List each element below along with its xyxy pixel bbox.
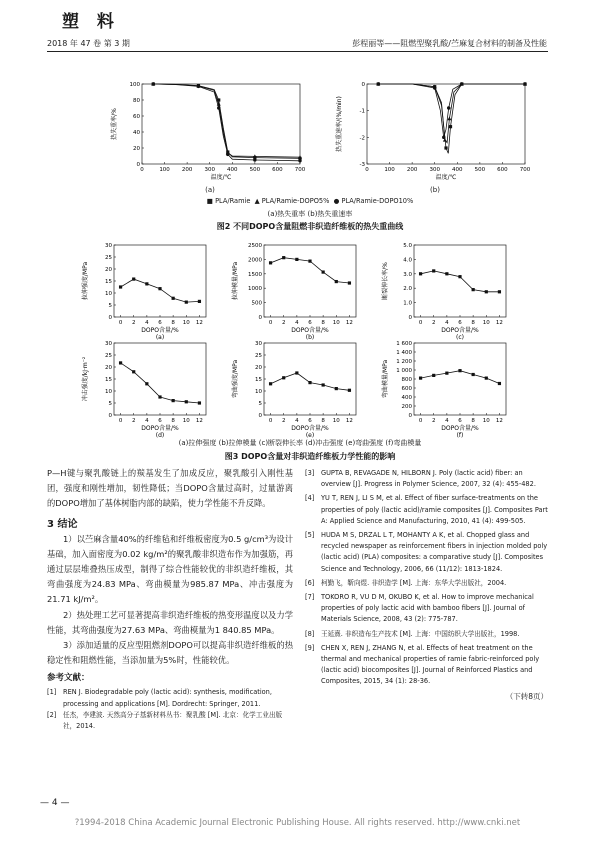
x-tick-label: 12 — [195, 418, 203, 424]
x-tick-label: 6 — [458, 418, 462, 424]
y-tick-label: 5.0 — [403, 243, 412, 249]
x-tick-label: 500 — [249, 167, 261, 173]
issue-info: 2018 年 47 卷 第 3 期 — [47, 39, 130, 48]
y-tick-label: 25 — [105, 353, 112, 359]
data-point — [132, 277, 135, 280]
legend-triangle-icon: ▲ — [254, 197, 260, 205]
plot-frame — [414, 343, 506, 415]
fig2-legend — [140, 197, 480, 205]
reference-number: [3] — [305, 469, 315, 477]
x-tick-label: 700 — [519, 167, 531, 173]
reference-number: [7] — [305, 593, 315, 602]
series-line — [153, 84, 300, 161]
y-tick-label: 20 — [255, 365, 262, 371]
x-tick-label: 0 — [268, 418, 273, 424]
x-tick-label: 600 — [497, 167, 508, 173]
fig3-panel-chart — [378, 338, 518, 438]
data-point — [472, 288, 475, 291]
data-point — [185, 301, 188, 304]
x-tick-label: 0 — [418, 320, 423, 326]
x-tick-label: 6 — [308, 320, 312, 326]
y-tick-label: 10 — [105, 291, 112, 297]
x-tick-label: 2 — [281, 320, 286, 326]
y-tick-label: 15 — [105, 279, 112, 285]
reference-text: 任杰，李建波. 天然高分子基新材料丛书：聚乳酸 [M]. 北京：化学工业出版社，2014. — [63, 710, 283, 731]
data-point — [282, 376, 285, 379]
y-axis-label: 热失重速率/(%/min) — [336, 96, 343, 152]
data-point — [458, 275, 461, 278]
data-point — [145, 282, 148, 285]
y-tick-label: 200 — [401, 404, 412, 410]
y-tick-label: 15 — [105, 377, 112, 383]
x-tick-label: 6 — [308, 418, 312, 424]
x-tick-label: 6 — [458, 320, 462, 326]
x-axis-label: DOPO含量/% — [441, 425, 479, 432]
x-axis-label: 温度/℃ — [210, 174, 232, 181]
series-line — [121, 279, 200, 302]
data-point — [445, 372, 448, 375]
x-tick-label: 8 — [171, 418, 175, 424]
y-axis-label: 弯曲强度/MPa — [232, 359, 239, 399]
fig2-legend-caption: (a)热失重率 (b)热失重速率 — [267, 210, 353, 218]
x-axis-label: 温度/℃ — [435, 174, 457, 181]
legend-item: PLA/Ramie — [215, 197, 251, 205]
x-tick-label: 6 — [158, 320, 162, 326]
data-point — [197, 85, 200, 88]
x-tick-label: 0 — [140, 167, 144, 173]
y-tick-label: 80 — [133, 98, 140, 104]
panel-label: (e) — [305, 432, 315, 438]
data-point — [132, 370, 135, 373]
reference-number: [8] — [305, 629, 315, 638]
x-tick-label: 10 — [332, 320, 340, 326]
y-tick-label: 25 — [255, 353, 262, 359]
y-tick-label: 25 — [105, 255, 112, 261]
panel-label: (f) — [456, 432, 464, 438]
y-tick-label: 1 400 — [396, 350, 412, 356]
x-tick-label: 4 — [145, 320, 149, 326]
x-tick-label: 4 — [295, 320, 299, 326]
data-point — [172, 399, 175, 402]
data-point — [433, 86, 436, 89]
y-tick-label: 1 200 — [396, 359, 412, 365]
data-point — [335, 387, 338, 390]
panel-label: (b) — [305, 334, 315, 340]
y-tick-label: 20 — [105, 267, 112, 273]
x-axis-label: DOPO含量/% — [291, 327, 329, 334]
reference-text: 王延熹. 非织造布生产技术 [M]. 上海：中国纺织大学出版社，1998. — [321, 629, 520, 638]
data-point — [322, 270, 325, 273]
y-tick-label: 20 — [105, 365, 112, 371]
y-tick-label: 15 — [255, 377, 262, 383]
reference-number: [1] — [47, 688, 57, 697]
plot-frame — [264, 245, 356, 317]
data-point — [498, 290, 501, 293]
data-point — [158, 287, 161, 290]
fig2b-chart — [325, 78, 535, 188]
fig3-panel-chart — [228, 240, 368, 340]
plot-frame — [114, 343, 206, 415]
data-point — [295, 258, 298, 261]
y-tick-label: 500 — [251, 300, 262, 307]
data-point — [432, 374, 435, 377]
data-point — [472, 373, 475, 376]
x-tick-label: 10 — [482, 320, 490, 326]
x-tick-label: 10 — [332, 418, 340, 424]
x-tick-label: 4 — [445, 418, 449, 424]
reference-item — [47, 710, 293, 732]
fig2-title: 图2 不同DOPO含量阻燃非织造纤维板的热失重曲线 — [216, 222, 404, 231]
data-point — [198, 300, 201, 303]
fig3-legend-caption: (a)拉伸强度 (b)拉伸模量 (c)断裂伸长率 (d)冲击强度 (e)弯曲强度 (f)弯曲模量 — [178, 439, 422, 447]
y-tick-label: 0 — [408, 413, 412, 419]
y-tick-label: 1.0 — [403, 300, 412, 307]
data-point — [322, 383, 325, 386]
y-tick-label: 2500 — [248, 243, 262, 249]
x-tick-label: 2 — [281, 418, 286, 424]
x-tick-label: 2 — [431, 418, 436, 424]
x-tick-label: 8 — [171, 320, 175, 326]
y-tick-label: 30 — [255, 341, 262, 347]
x-tick-label: 600 — [272, 167, 283, 173]
reference-item — [47, 687, 293, 709]
x-axis-label: DOPO含量/% — [291, 425, 329, 432]
reference-text: YU T, REN J, LI S M, et al. Effect of fiber surface-treatments on the properties of poly (lactic acid)/ramie composites [J]. Composites Part A: Applied Science and Manufacturing, 2010, 41 (4): 499-505. — [321, 494, 548, 525]
y-tick-label: -3 — [359, 162, 365, 168]
fig3-panel-chart — [78, 240, 218, 340]
continued-note: （下转8页） — [505, 691, 548, 701]
reference-item — [305, 592, 548, 626]
x-axis-label: DOPO含量/% — [141, 425, 179, 432]
data-point — [217, 106, 220, 109]
x-tick-label: 400 — [227, 167, 238, 173]
data-point — [269, 261, 272, 264]
paragraph: 1）以苎麻含量40%的纤维毡和纤维板密度为0.5 g/cm³为设计基础，加入面密度为0.02 kg/m²的聚乳酸非织造布作为加强筋，再通过层层堆叠热压成型，制得了综合性能较优的非织造纤维板，其弯曲强度为24.83 MPa、弯曲模量为985.87 MPa、冲击强度为21.71 kJ/m²。 — [47, 533, 293, 605]
data-point — [447, 117, 451, 121]
y-tick-label: 2.0 — [403, 286, 412, 293]
y-axis-label: 热失重率/% — [111, 108, 118, 140]
reference-number: [2] — [47, 710, 57, 719]
x-tick-label: 0 — [418, 418, 423, 424]
data-point — [269, 382, 272, 385]
y-tick-label: 0 — [258, 315, 262, 321]
y-tick-label: 4.0 — [403, 257, 412, 264]
x-tick-label: 10 — [182, 418, 190, 424]
x-tick-label: 12 — [345, 418, 353, 424]
y-tick-label: -2 — [359, 135, 365, 142]
y-tick-label: 100 — [129, 82, 140, 88]
plot-frame — [264, 343, 356, 415]
data-point — [253, 158, 256, 161]
y-tick-label: 5 — [108, 401, 112, 407]
x-tick-label: 4 — [445, 320, 449, 326]
data-point — [308, 260, 311, 263]
data-point — [145, 382, 148, 385]
data-point — [447, 106, 450, 109]
y-tick-label: 0 — [408, 315, 412, 321]
y-tick-label: 60 — [133, 114, 140, 120]
y-axis-label: 冲击强度/kJ·m⁻² — [82, 356, 89, 402]
data-point — [158, 395, 161, 398]
y-tick-label: 30 — [105, 243, 112, 249]
y-tick-label: 5 — [108, 303, 112, 309]
data-point — [444, 146, 447, 149]
x-tick-label: 6 — [158, 418, 162, 424]
x-tick-label: 8 — [321, 418, 325, 424]
reference-text: CHEN X, REN J, ZHANG N, et al. Effects of heat treatment on the thermal and mechanical properties of ramie fabric-reinforced poly (lactic acid) biocomposites [J]. Journal of Reinforced Plastics and Composites, 2015, 34 (1): 28-36. — [321, 643, 540, 686]
data-point — [185, 400, 188, 403]
y-tick-label: 0 — [136, 162, 140, 168]
x-tick-label: 0 — [118, 320, 123, 326]
legend-square-icon: ■ — [206, 197, 213, 205]
x-tick-label: 200 — [406, 167, 418, 173]
data-point — [432, 269, 435, 272]
reference-text: TOKORO R, VU D M, OKUBO K, et al. How to improve mechanical properties of poly lactic acid with bamboo fibers [J]. Journal of Materials Science, 2008, 43 (2): 775-787. — [321, 593, 534, 624]
x-tick-label: 12 — [495, 418, 503, 424]
y-tick-label: 2000 — [248, 257, 262, 264]
x-tick-label: 4 — [295, 418, 299, 424]
x-tick-label: 10 — [482, 418, 490, 424]
fig3-panel-chart — [228, 338, 368, 438]
y-tick-label: 10 — [255, 389, 262, 395]
x-tick-label: 10 — [182, 320, 190, 326]
x-tick-label: 400 — [452, 167, 463, 173]
fig3-panel-chart — [378, 240, 518, 340]
page-number: — 4 — — [40, 798, 70, 808]
reference-text: HUDA M S, DRZAL L T, MOHANTY A K, et al. Chopped glass and recycled newspaper as reinforcement fibers in injection molded poly (lactic acid) (PLA) composites: a comparative study [J]. Composites Science and Technology, 2006, 66 (11/12): 1813-1824. — [321, 531, 548, 573]
right-column — [305, 468, 548, 702]
x-tick-label: 2 — [431, 320, 436, 326]
legend-circle-icon: ● — [333, 197, 340, 205]
reference-item — [305, 468, 548, 490]
x-tick-label: 300 — [204, 167, 215, 173]
y-tick-label: 20 — [133, 146, 140, 152]
x-tick-label: 0 — [268, 320, 273, 326]
data-point — [198, 401, 201, 404]
data-point — [445, 272, 448, 275]
x-tick-label: 8 — [471, 418, 475, 424]
y-tick-label: 1500 — [248, 271, 262, 278]
y-tick-label: 1 600 — [396, 341, 412, 347]
plot-frame — [414, 245, 506, 317]
fig2a-label: (a) — [205, 186, 215, 194]
reference-text: 柯勤飞，靳向煜. 非织造学 [M]. 上海：东华大学出版社，2004. — [321, 578, 507, 587]
y-tick-label: 0 — [108, 315, 112, 321]
x-tick-label: 2 — [131, 418, 136, 424]
x-tick-label: 0 — [118, 418, 123, 424]
x-axis-label: DOPO含量/% — [441, 327, 479, 334]
y-tick-label: 1 000 — [396, 368, 412, 374]
data-point — [348, 281, 351, 284]
copyright-footer: ?1994-2018 China Academic Journal Electronic Publishing House. All rights reserved. http://www.cnki.net — [74, 818, 521, 828]
data-point — [119, 361, 122, 364]
y-tick-label: 40 — [133, 130, 140, 136]
y-tick-label: -1 — [359, 108, 365, 115]
x-tick-label: 700 — [294, 167, 306, 173]
reference-item — [305, 530, 548, 575]
data-point — [119, 285, 122, 288]
y-tick-label: 0 — [258, 413, 262, 419]
x-tick-label: 2 — [131, 320, 136, 326]
panel-label: (c) — [456, 334, 464, 340]
left-column — [47, 466, 293, 732]
references-heading: 参考文献： — [47, 673, 90, 684]
x-tick-label: 12 — [495, 320, 503, 326]
x-axis-label: DOPO含量/% — [141, 327, 179, 334]
reference-number: [9] — [305, 643, 315, 652]
x-tick-label: 12 — [345, 320, 353, 326]
data-point — [172, 297, 175, 300]
y-tick-label: 0 — [108, 413, 112, 419]
x-tick-label: 8 — [321, 320, 325, 326]
journal-name: 塑 料 — [62, 12, 120, 32]
data-point — [419, 272, 422, 275]
y-tick-label: 0 — [361, 82, 365, 88]
data-point — [348, 389, 351, 392]
reference-number: [4] — [305, 494, 315, 503]
series-line — [153, 84, 300, 157]
x-tick-label: 100 — [159, 167, 170, 173]
x-tick-label: 12 — [195, 320, 203, 326]
reference-text: GUPTA B, REVAGADE N, HILBORN J. Poly (lactic acid) fiber: an overview [J]. Progress in Polymer Science, 2007, 32 (4): 455-482. — [321, 469, 536, 489]
data-point — [282, 256, 285, 259]
legend-item: PLA/Ramie-DOPO5% — [261, 197, 330, 205]
y-tick-label: 30 — [105, 341, 112, 347]
data-point — [335, 280, 338, 283]
y-tick-label: 600 — [401, 386, 412, 392]
paragraph: P—H键与聚乳酸链上的羰基发生了加成反应，聚乳酸引入刚性基团，强度和刚性增加，韧性降低；当DOPO含量过高时，过量游离的DOPO增加了基体树脂内部的缺陷，使力学性能不升反降。 — [47, 468, 293, 509]
reference-item — [305, 643, 548, 688]
reference-item — [305, 578, 548, 589]
plot-frame — [367, 84, 525, 164]
fig2b-label: (b) — [430, 186, 440, 194]
data-point — [498, 382, 501, 385]
y-axis-label: 拉伸模量/MPa — [232, 261, 239, 301]
header-rule — [47, 51, 548, 52]
y-tick-label: 10 — [105, 389, 112, 395]
y-axis-label: 断裂伸长率/% — [382, 262, 389, 300]
panel-label: (d) — [155, 432, 165, 438]
y-tick-label: 800 — [401, 377, 412, 383]
x-tick-label: 200 — [181, 167, 193, 173]
data-point — [442, 136, 445, 139]
data-point — [308, 381, 311, 384]
fig3-panel-chart — [78, 338, 218, 438]
fig2a-chart — [100, 78, 310, 188]
data-point — [485, 290, 488, 293]
reference-number: [6] — [305, 578, 315, 587]
paragraph: 3）添加适量的反应型阻燃剂DOPO可以提高非织造纤维板的热稳定性和阻燃性能，当添加量为5%时，性能较优。 — [47, 640, 293, 666]
legend-item: PLA/Ramie-DOPO10% — [341, 197, 414, 205]
reference-item — [305, 493, 548, 527]
section-heading: 3 结论 — [47, 518, 78, 530]
reference-number: [5] — [305, 531, 315, 540]
reference-item — [305, 629, 548, 640]
x-tick-label: 8 — [471, 320, 475, 326]
fig3-title: 图3 DOPO含量对非织造纤维板力学性能的影响 — [224, 452, 396, 461]
x-tick-label: 500 — [474, 167, 486, 173]
plot-frame — [114, 245, 206, 317]
reference-text: REN J. Biodegradable poly (lactic acid): synthesis, modification, processing and applications [M]. Dordrecht: Springer, 2011. — [63, 688, 272, 708]
data-point — [523, 82, 526, 85]
data-point — [377, 82, 380, 85]
data-point — [295, 371, 298, 374]
data-point — [458, 369, 461, 372]
x-tick-label: 0 — [365, 167, 369, 173]
series-line — [421, 271, 500, 292]
data-point — [460, 82, 463, 85]
y-tick-label: 400 — [401, 395, 412, 401]
panel-label: (a) — [155, 334, 165, 340]
data-point — [419, 377, 422, 380]
y-tick-label: 3.0 — [403, 271, 412, 278]
data-point — [298, 159, 301, 162]
data-point — [226, 153, 229, 156]
series-line — [378, 84, 525, 137]
y-axis-label: 拉伸强度/MPa — [82, 261, 89, 301]
data-point — [449, 125, 452, 128]
paragraph: 2）热处理工艺可显著提高非织造纤维板的热变形温度以及力学性能，其弯曲强度为27.63 MPa、弯曲模量为1 840.85 MPa。 — [47, 609, 293, 635]
x-tick-label: 4 — [145, 418, 149, 424]
x-tick-label: 300 — [429, 167, 440, 173]
x-tick-label: 100 — [384, 167, 395, 173]
data-point — [152, 82, 155, 85]
running-title: 彭程丽等——阻燃型聚乳酸/苎麻复合材料的制备及性能 — [352, 39, 547, 48]
y-axis-label: 弯曲模量/MPa — [382, 359, 389, 399]
data-point — [485, 377, 488, 380]
y-tick-label: 1000 — [248, 286, 262, 293]
y-tick-label: 5 — [258, 401, 262, 407]
